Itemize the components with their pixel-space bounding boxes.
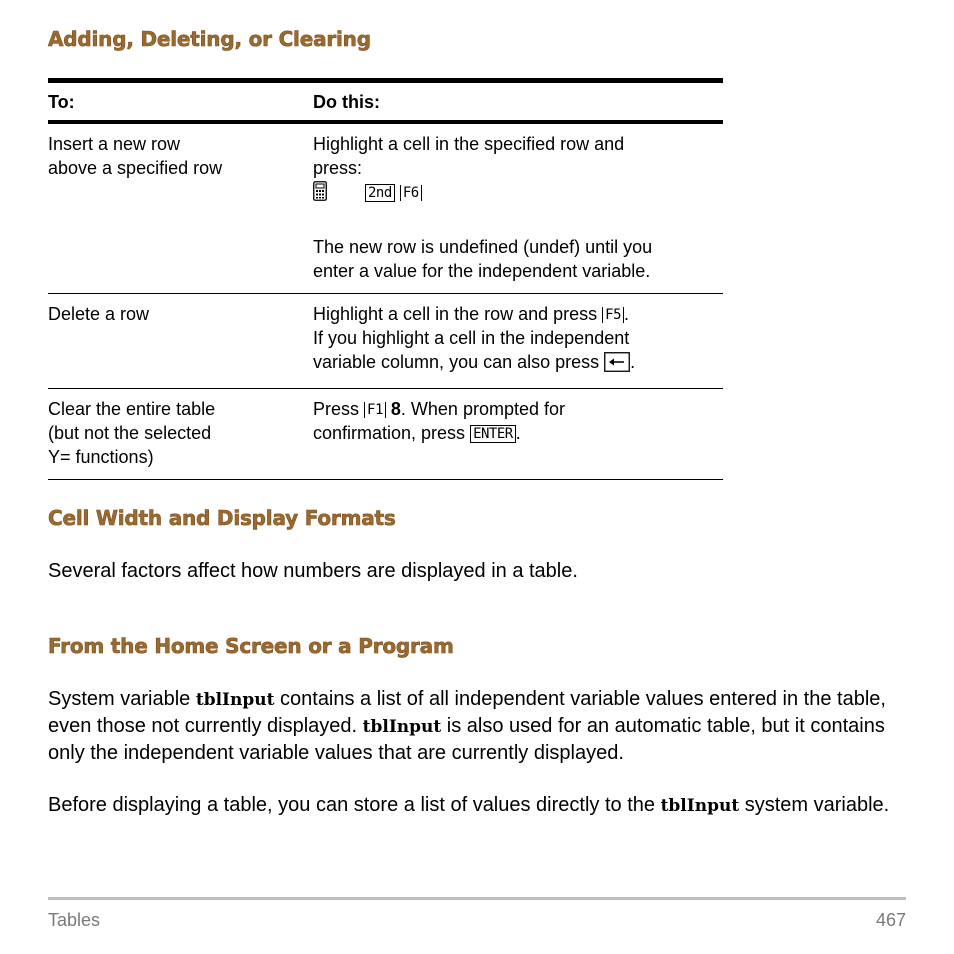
table-row	[48, 389, 723, 480]
action-cell	[313, 389, 723, 480]
footer-divider	[48, 897, 906, 900]
paragraph-text: Before displaying a table, you can store a list of values directly to the	[48, 794, 661, 816]
bold-key-digit: 8	[390, 399, 401, 419]
task-text: Clear the entire table	[48, 399, 216, 419]
action-text: Highlight a cell in the specified row and	[313, 134, 625, 154]
action-line	[313, 350, 723, 378]
page-number: 467	[875, 910, 906, 930]
punctuation: .	[624, 304, 630, 324]
task-cell	[48, 389, 313, 480]
task-text: Delete a row	[48, 304, 150, 324]
operations-table	[48, 78, 723, 480]
paragraph-text: contains a list of all independent variable values entered in the table, even those not currently displayed.	[48, 688, 886, 737]
punctuation: .	[515, 423, 521, 443]
section-heading-adding: Adding, Deleting, or Clearing	[48, 27, 371, 51]
cell-width-paragraph: Several factors affect how numbers are displayed in a table.	[48, 560, 578, 582]
calculator-icon	[313, 181, 327, 207]
key-2nd: 2nd	[365, 184, 395, 202]
action-cell	[313, 294, 723, 389]
key-f5: F5	[602, 307, 624, 323]
action-text: . When prompted for	[400, 399, 565, 419]
keystroke-line	[313, 180, 723, 207]
variable-name: tblInput	[195, 690, 275, 710]
table-row	[48, 122, 723, 294]
paragraph-text: system variable.	[739, 794, 890, 816]
action-text: variable column, you can also press	[313, 352, 600, 372]
action-line	[313, 397, 723, 421]
action-note: enter a value for the independent variable.	[313, 261, 651, 281]
section-heading-cell-width: Cell Width and Display Formats	[48, 506, 396, 530]
key-enter: ENTER	[470, 425, 516, 443]
paragraph-text: is also used for an automatic table, but it contains only the independent variable values that are currently displayed.	[48, 715, 885, 764]
task-cell	[48, 122, 313, 294]
punctuation: .	[630, 352, 636, 372]
key-f1: F1	[364, 402, 386, 418]
variable-name: tblInput	[660, 796, 740, 816]
task-text: (but not the selected	[48, 423, 212, 443]
key-f6: F6	[400, 185, 422, 201]
task-text: Y= functions)	[48, 447, 154, 467]
action-text: If you highlight a cell in the independent	[313, 328, 630, 348]
column-header-to: To:	[48, 81, 313, 123]
column-header-do-this: Do this:	[313, 81, 723, 123]
action-line	[313, 302, 723, 326]
action-note: The new row is undefined (undef) until you	[313, 237, 653, 257]
action-line	[313, 421, 723, 445]
table-row	[48, 294, 723, 389]
table-header-row	[48, 81, 723, 123]
variable-name: tblInput	[362, 717, 442, 737]
tblinput-paragraph	[48, 686, 908, 766]
footer-section-name: Tables	[48, 910, 101, 930]
action-text: confirmation, press	[313, 423, 466, 443]
task-text: Insert a new row	[48, 134, 181, 154]
backspace-key-icon	[604, 352, 630, 378]
paragraph-text: System variable	[48, 688, 196, 710]
section-heading-home-screen: From the Home Screen or a Program	[48, 634, 454, 658]
action-text: Highlight a cell in the row and press	[313, 304, 598, 324]
action-cell	[313, 122, 723, 294]
action-text: Press	[313, 399, 360, 419]
action-text: press:	[313, 158, 363, 178]
task-text: above a specified row	[48, 158, 223, 178]
task-cell	[48, 294, 313, 389]
store-list-paragraph	[48, 792, 908, 819]
